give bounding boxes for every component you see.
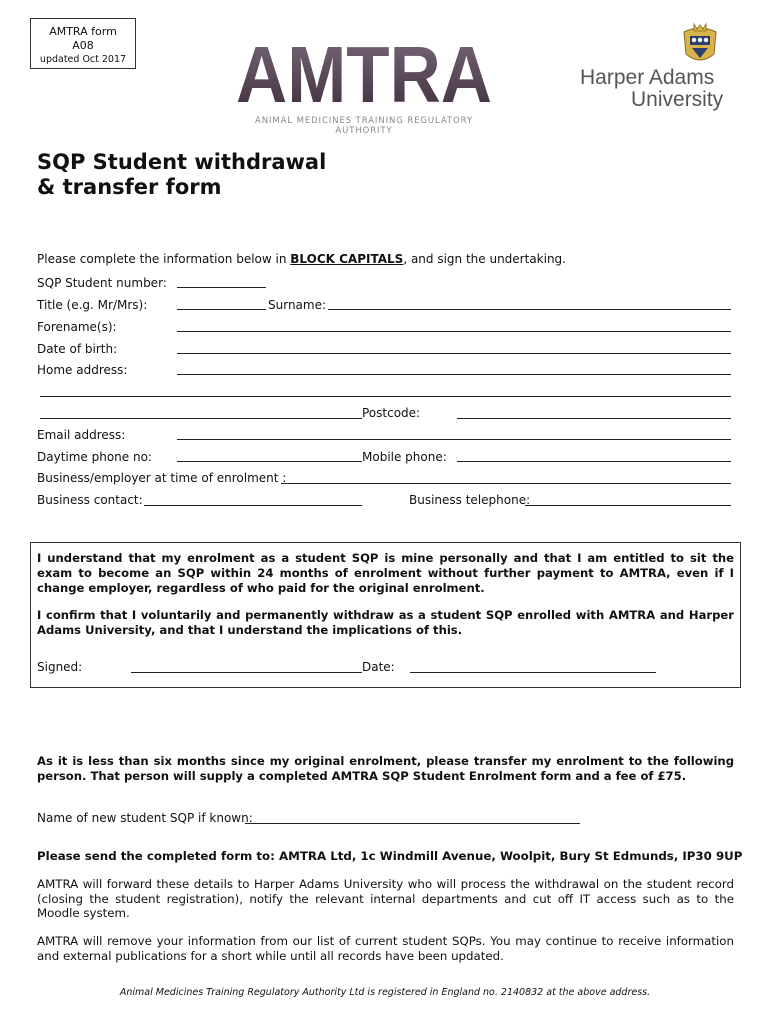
undertaking-para1: I understand that my enrolment as a student SQP is mine personally and that I am entitled to sit the exam to become an SQP within 24 months of enrolment without further payment to AMTRA, even if I change employer, regardless of who paid for the original enrolment. [37,551,734,595]
postcode-label: Postcode: [362,406,421,420]
home-address-label: Home address: [37,363,128,377]
student-number-label: SQP Student number: [37,276,167,290]
email-label: Email address: [37,428,126,442]
daytime-phone-label: Daytime phone no: [37,450,152,464]
home-address-field-1[interactable] [177,363,731,375]
undertaking-para2: I confirm that I voluntarily and permanently withdraw as a student SQP enrolled with AMTRA and Harper Adams University, and that I understand the implications of this. [37,608,734,637]
partner-university: University [631,88,724,111]
mobile-phone-field[interactable] [457,450,731,462]
forenames-field[interactable] [177,320,731,332]
partner-name: Harper Adams [580,66,715,89]
postcode-field[interactable] [457,407,731,419]
business-employer-field[interactable] [281,472,731,484]
title-line2: & transfer form [37,175,222,199]
footer-text: Animal Medicines Training Regulatory Authority Ltd is registered in England no. 2140832 at the above address. [119,987,651,998]
business-employer-label: Business/employer at time of enrolment : [37,471,287,485]
form-reference-box [30,18,136,69]
title-field[interactable] [177,298,266,310]
form-ref-line1: AMTRA form [49,25,117,38]
send-to-text: Please send the completed form to: AMTRA Ltd, 1c Windmill Avenue, Woolpit, Bury St Edmunds, IP30 9UP [37,849,743,863]
page-title [37,150,326,200]
forenames-label: Forename(s): [37,320,117,334]
title-line1: SQP Student withdrawal [37,150,327,174]
business-telephone-label: Business telephone: [409,493,531,507]
date-label: Date: [362,660,395,674]
home-address-field-2[interactable] [40,385,731,397]
signature-field[interactable] [131,661,362,673]
daytime-phone-field[interactable] [177,450,362,462]
surname-label: Surname: [268,298,327,312]
note-remove: AMTRA will remove your information from our list of current student SQPs. You may continue to receive information and external publications for a short while until all records have been updated. [37,934,734,963]
mobile-phone-label: Mobile phone: [362,450,447,464]
intro-before: Please complete the information below in [37,252,291,266]
date-field[interactable] [410,661,656,673]
business-telephone-field[interactable] [525,494,731,506]
signed-label: Signed: [37,660,83,674]
business-contact-label: Business contact: [37,493,143,507]
transfer-para: As it is less than six months since my original enrolment, please transfer my enrolment to the following person. That person will supply a completed AMTRA SQP Student Enrolment form and a fee of £75. [37,754,734,783]
surname-field[interactable] [328,298,731,310]
form-ref-line3: updated Oct 2017 [39,54,127,65]
amtra-subtitle: ANIMAL MEDICINES TRAINING REGULATORY AUTHORITY [255,116,473,136]
note-forward: AMTRA will forward these details to Harper Adams University who will process the withdrawal on the student record (closing the student registration), notify the relevant internal departments and cut off IT access such as to the Moodle system. [37,877,734,921]
intro-emphasis: BLOCK CAPITALS [290,252,404,266]
amtra-logo [234,38,494,106]
intro-after: , and sign the undertaking. [403,252,566,266]
dob-label: Date of birth: [37,342,118,356]
student-number-field[interactable] [177,276,266,288]
form-ref-line2: A08 [72,39,94,52]
business-contact-field[interactable] [144,494,362,506]
new-student-label: Name of new student SQP if known: [37,811,253,825]
title-label: Title (e.g. Mr/Mrs): [37,298,148,312]
amtra-logo-text: AMTRA [236,38,492,106]
dob-field[interactable] [177,342,731,354]
home-address-field-3[interactable] [40,407,362,419]
crest-icon [680,22,720,66]
new-student-field[interactable] [245,812,580,824]
intro-text [37,252,566,266]
email-field[interactable] [177,428,731,440]
